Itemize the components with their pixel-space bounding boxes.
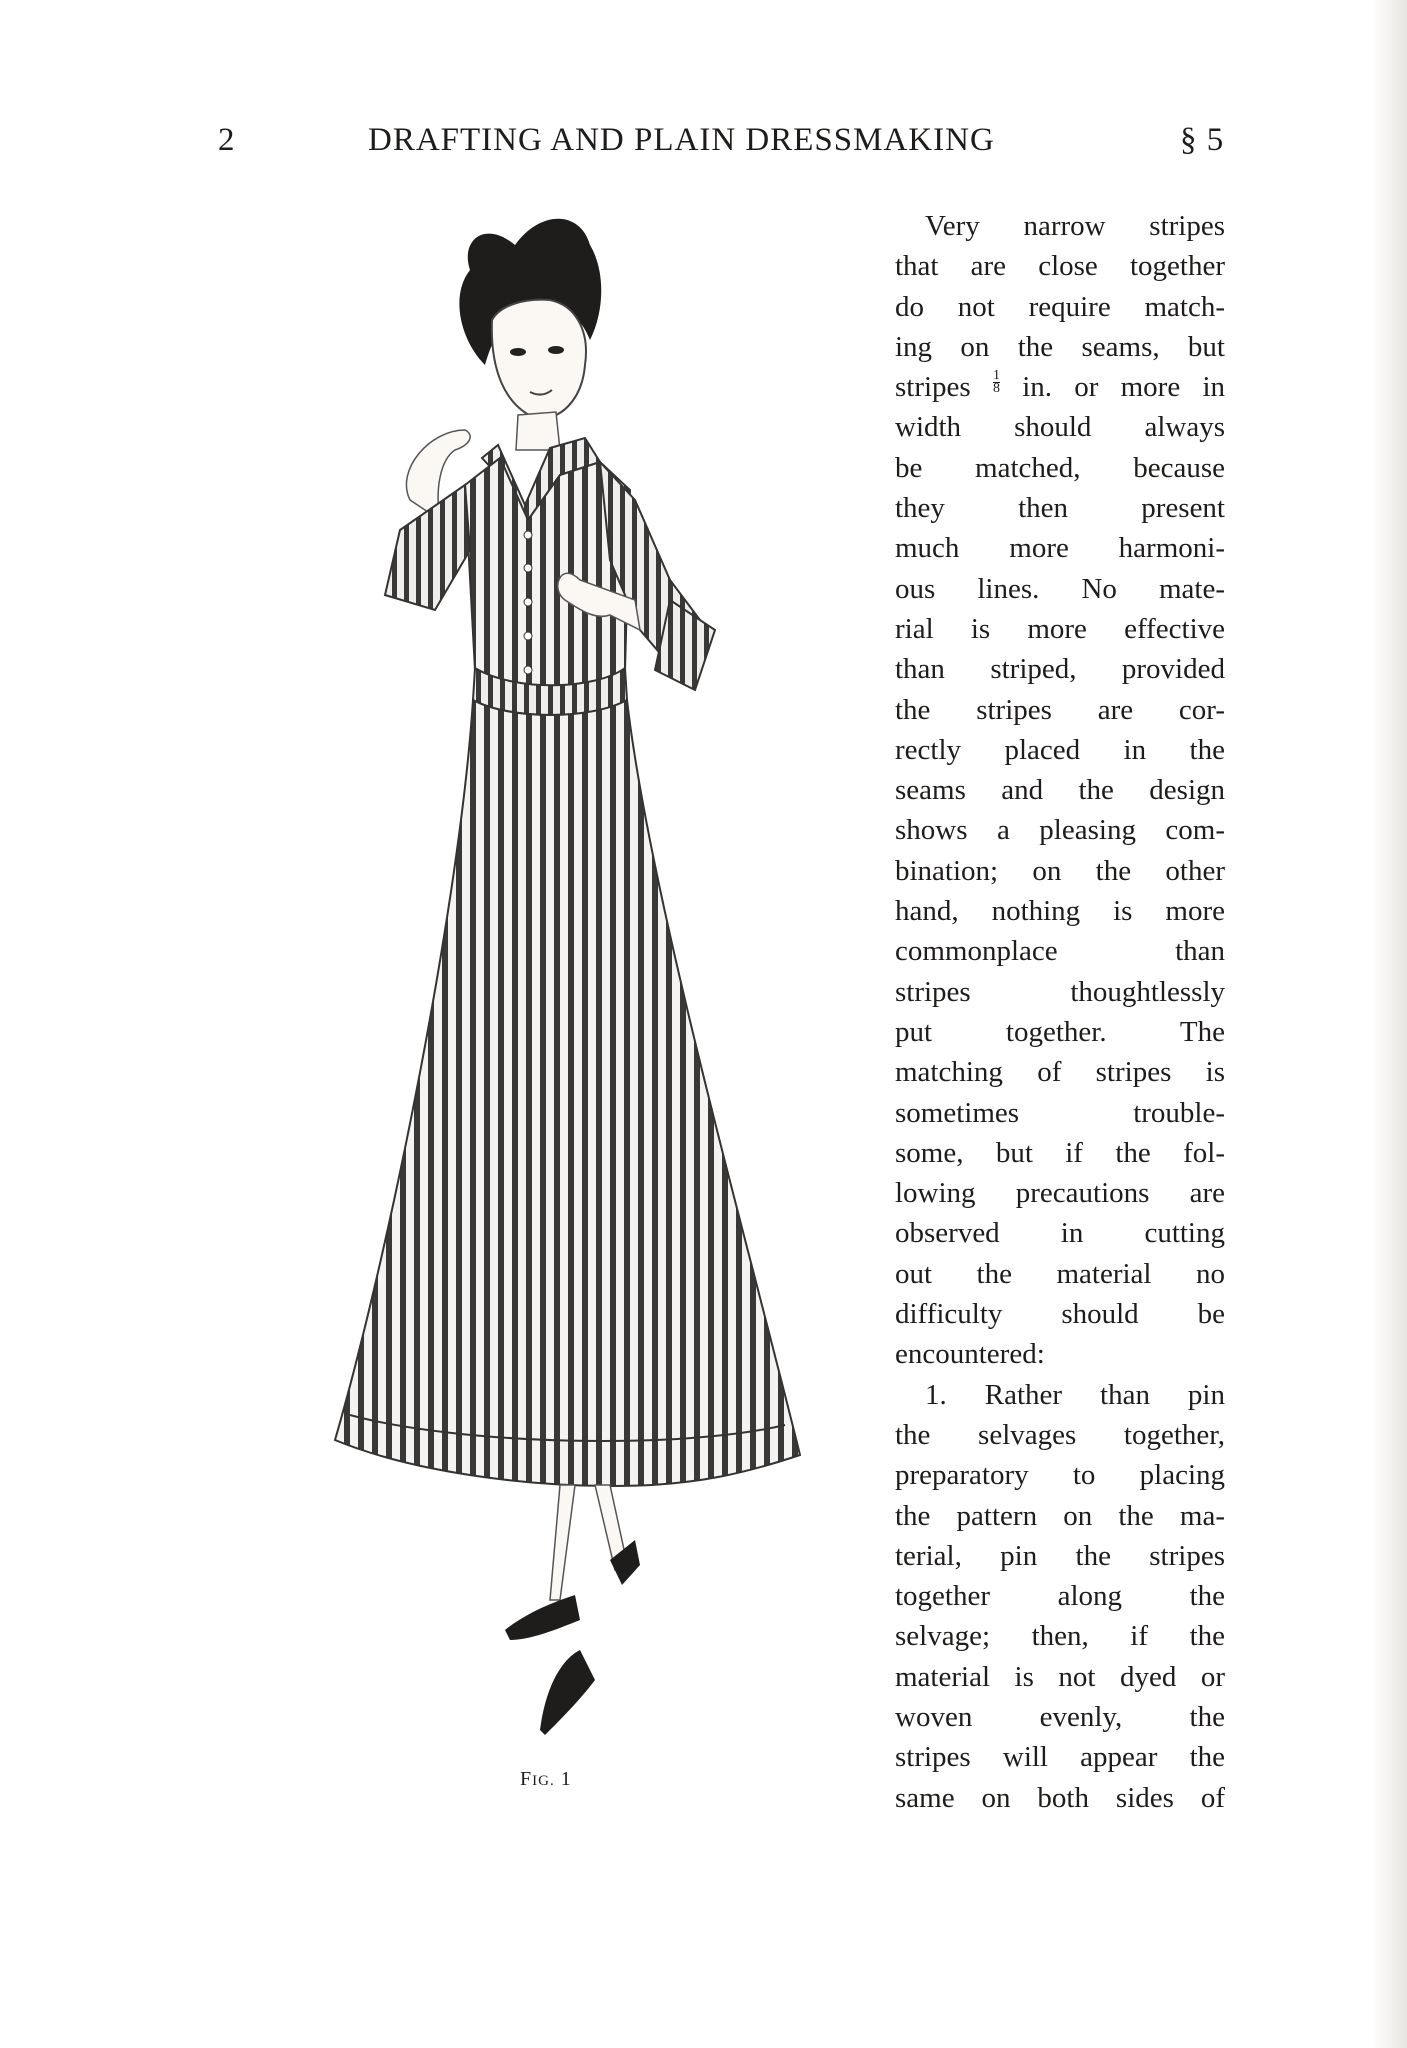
text-line: the pattern on the ma- [895,1499,1225,1532]
woman-in-striped-dress-drawing [260,200,820,1790]
text-line: encountered: [895,1338,1045,1371]
text-fragment: stripes [895,371,971,404]
text-line: together along the [895,1580,1225,1613]
running-title: DRAFTING AND PLAIN DRESSMAKING [368,122,995,158]
text-line: rectly placed in the [895,733,1225,766]
text-fragment: in. or more in [1022,371,1225,404]
running-header [0,122,1407,172]
figure-caption [520,1768,572,1791]
text-line: width should always [895,411,1225,444]
text-line: stripes thoughtlessly [895,975,1225,1008]
text-line: material is not dyed or [895,1660,1225,1693]
text-line: observed in cutting [895,1217,1225,1250]
text-line: they then present [895,492,1225,525]
text-line: that are close together [895,250,1225,283]
text-line: lowing precautions are [895,1177,1225,1210]
text-line: rial is more effective [895,612,1225,645]
text-line: preparatory to placing [895,1459,1225,1492]
text-line: ing on the seams, but [895,330,1225,363]
text-line: much more harmoni- [895,532,1225,565]
section-number: § 5 [1180,122,1225,158]
caption-smallcaps: IG. [532,1773,555,1789]
text-line: sometimes trouble- [895,1096,1225,1129]
text-line: 1. Rather than pin [925,1378,1225,1411]
text-line: difficulty should be [895,1298,1225,1331]
text-line: stripes will appear the [895,1741,1225,1774]
text-line: put together. The [895,1015,1225,1048]
page-number: 2 [218,122,236,158]
body-text [895,206,1225,1818]
caption-number: 1 [560,1768,572,1790]
text-line: than striped, provided [895,653,1225,686]
text-line: shows a pleasing com- [895,814,1225,847]
fraction-denominator: 8 [992,381,1000,397]
text-line: out the material no [895,1257,1225,1290]
text-line: some, but if the fol- [895,1136,1225,1169]
text-line: the stripes are cor- [895,693,1225,726]
text-line: seams and the design [895,774,1225,807]
text-line: Very narrow stripes [925,210,1225,242]
caption-prefix: F [520,1768,533,1790]
fraction-one-eighth [993,370,1000,395]
text-line: matching of stripes is [895,1056,1225,1089]
dress-illustration [260,200,820,1790]
text-line: ous lines. No mate- [895,572,1225,605]
text-line: commonplace than [895,935,1225,968]
text-line: bination; on the other [895,854,1225,887]
text-line: hand, nothing is more [895,895,1225,928]
text-line-with-fraction [895,367,1225,407]
text-line: woven evenly, the [895,1700,1225,1733]
fraction-numerator: 1 [992,368,1000,384]
text-line: same on both sides of [895,1781,1225,1814]
text-line: do not require match- [895,290,1225,323]
text-line: be matched, because [895,451,1225,484]
text-line: terial, pin the stripes [895,1539,1225,1572]
text-line: the selvages together, [895,1418,1225,1451]
text-line: selvage; then, if the [895,1620,1225,1653]
page-edge-shadow [1371,0,1407,2048]
